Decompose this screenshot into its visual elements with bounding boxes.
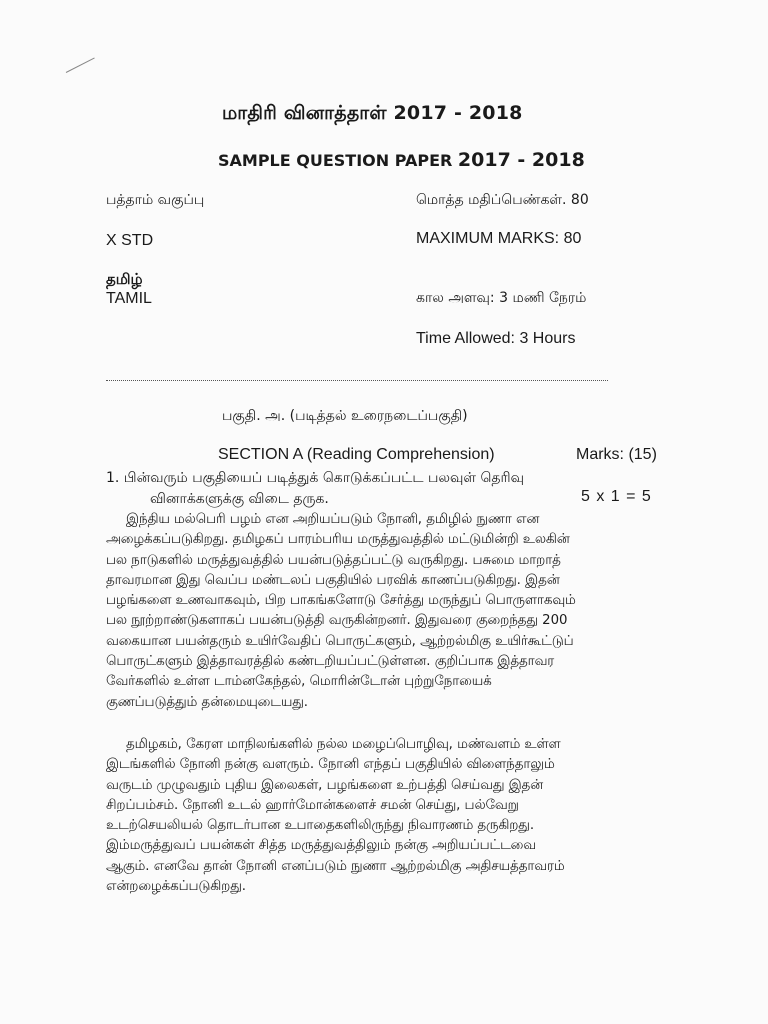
passage-line: வருடம் முழுவதும் புதிய இலைகள், பழங்களை உற்பத்தி செய்வது இதன் [106, 777, 544, 793]
passage-line: வேர்களில் உள்ள டாம்னகேந்தல், மொரின்டோன் புற்றுநோயைக் [106, 674, 492, 690]
title-english-year: 2017 - 2018 [457, 149, 585, 171]
passage-paragraph-2 [106, 735, 666, 897]
passage-line: ஆகும். எனவே தான் நோனி எனப்படும் நுணா ஆற்றல்மிகு அதிசயத்தாவரம் [106, 858, 565, 874]
title-english [218, 149, 585, 171]
passage-line: வகையான பயன்தரும் உயிர்வேதிப் பொருட்களும், ஆற்றல்மிகு உயிர்கூட்டுப் [106, 633, 574, 649]
passage-line: இம்மருத்துவப் பயன்கள் சித்த மருத்துவத்திலும் நன்கு அறியப்பட்டவை [106, 838, 536, 854]
passage-line: பல நூற்றாண்டுகளாகப் பயன்படுத்தி வருகின்றனர். இதுவரை குறைந்தது 200 [106, 613, 568, 629]
question-score: 5 x 1 = 5 [581, 488, 652, 505]
title-tamil: மாதிரி வினாத்தாள் 2017 - 2018 [222, 102, 523, 124]
passage-line: பல நாடுகளில் மருத்துவத்தில் பயன்படுத்தப்பட்டு வருகிறது. பசுமை மாறாத் [106, 552, 561, 568]
class-tamil: பத்தாம் வகுப்பு [106, 192, 205, 208]
passage-line: இந்திய மல்பெரி பழம் என அறியப்படும் நோனி, தமிழில் நுணா என [126, 512, 540, 527]
question-instruction-line1: 1. பின்வரும் பகுதியைப் படித்துக் கொடுக்கப்பட்ட பலவுள் தெரிவு [106, 470, 524, 486]
question-instruction-line2: வினாக்களுக்கு விடை தருக. [150, 491, 329, 507]
passage-line: பொருட்களும் இத்தாவரத்தில் கண்டறியப்பட்டுள்ளன. குறிப்பாக இத்தாவர [106, 654, 555, 670]
section-marks: Marks: (15) [576, 446, 657, 463]
subject-english: TAMIL [106, 290, 152, 307]
passage-line: இடங்களில் நோனி நன்கு வளரும். நோனி எந்தப் பகுதியில் விளைந்தாலும் [106, 757, 555, 773]
passage-line: அழைக்கப்படுகிறது. தமிழகப் பாரம்பரிய மருத்துவத்தில் மட்டுமின்றி உலகின் [106, 532, 570, 548]
max-marks-english: MAXIMUM MARKS: 80 [416, 230, 582, 247]
passage-paragraph-1 [106, 510, 666, 713]
section-title-tamil: பகுதி. அ. (படித்தல் உரைநடைப்பகுதி) [222, 408, 468, 424]
pencil-mark [66, 58, 95, 73]
passage-line: உடற்செயலியல் தொடர்பான உபாதைகளிலிருந்து நிவாரணம் தருகிறது. [106, 818, 535, 834]
passage-line: சிறப்பம்சம். நோனி உடல் ஹார்மோன்களைச் சமன் செய்து, பல்வேறு [106, 797, 519, 813]
dotted-divider [106, 380, 608, 381]
subject-tamil: தமிழ் [106, 270, 143, 288]
passage-line: பழங்களை உணவாகவும், பிற பாகங்களோடு சேர்த்து மருந்துப் பொருளாகவும் [106, 593, 576, 609]
passage-line: தாவரமான இது வெப்ப மண்டலப் பகுதியில் பரவிக் காணப்படுகிறது. இதன் [106, 572, 560, 588]
title-english-text: SAMPLE QUESTION PAPER [218, 151, 458, 170]
class-english: X STD [106, 232, 154, 249]
passage-line: குணப்படுத்தும் தன்மையுடையது. [106, 694, 308, 710]
passage-line: தமிழகம், கேரள மாநிலங்களில் நல்ல மழைப்பொழிவு, மண்வளம் உள்ள [126, 737, 561, 752]
time-english: Time Allowed: 3 Hours [416, 330, 576, 347]
section-title-english: SECTION A (Reading Comprehension) [218, 446, 495, 463]
passage-line: என்றழைக்கப்படுகிறது. [106, 879, 246, 895]
time-tamil: கால அளவு: 3 மணி நேரம் [416, 290, 587, 306]
max-marks-tamil: மொத்த மதிப்பெண்கள். 80 [416, 192, 589, 208]
